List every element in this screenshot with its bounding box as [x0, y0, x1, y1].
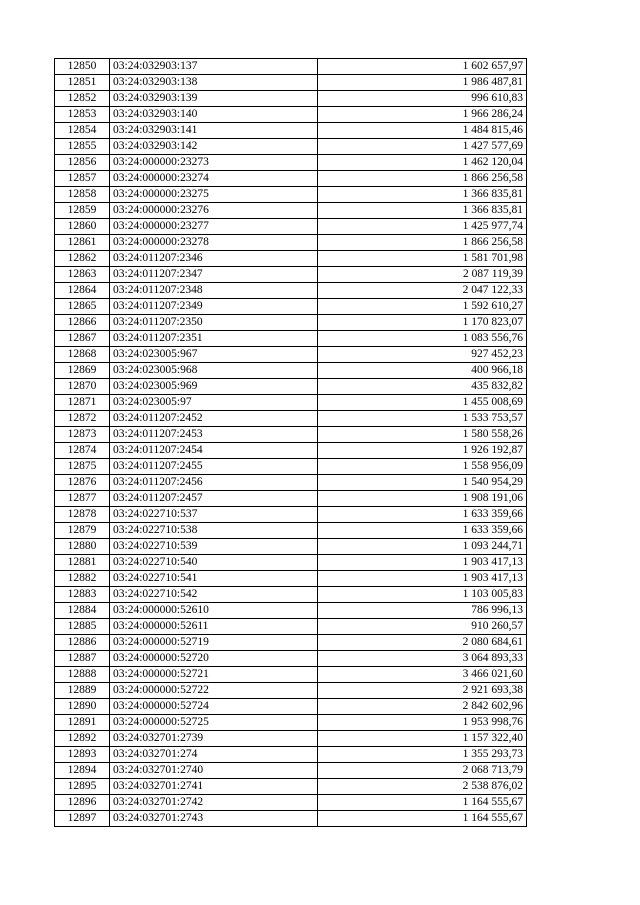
cadastral-number: 03:24:011207:2457	[110, 491, 318, 507]
cadastral-number: 03:24:022710:542	[110, 587, 318, 603]
cadastral-value: 1 558 956,09	[318, 459, 527, 475]
table-row	[55, 411, 527, 427]
cadastral-number: 03:24:000000:52721	[110, 667, 318, 683]
cadastral-value: 1 366 835,81	[318, 203, 527, 219]
table-row	[55, 779, 527, 795]
cadastral-number: 03:24:000000:52611	[110, 619, 318, 635]
row-number: 12888	[55, 667, 110, 683]
row-number: 12897	[55, 811, 110, 827]
cadastral-number: 03:24:032701:2743	[110, 811, 318, 827]
table-row	[55, 107, 527, 123]
cadastral-value: 1 425 977,74	[318, 219, 527, 235]
cadastral-number: 03:24:022710:540	[110, 555, 318, 571]
table-row	[55, 747, 527, 763]
cadastral-number: 03:24:000000:52610	[110, 603, 318, 619]
row-number: 12890	[55, 699, 110, 715]
row-number: 12873	[55, 427, 110, 443]
row-number: 12875	[55, 459, 110, 475]
row-number: 12881	[55, 555, 110, 571]
cadastral-value: 2 087 119,39	[318, 267, 527, 283]
cadastral-value: 1 355 293,73	[318, 747, 527, 763]
row-number: 12867	[55, 331, 110, 347]
cadastral-number: 03:24:011207:2351	[110, 331, 318, 347]
cadastral-number: 03:24:011207:2350	[110, 315, 318, 331]
cadastral-number: 03:24:032903:140	[110, 107, 318, 123]
cadastre-value-table	[54, 58, 527, 827]
cadastral-number: 03:24:022710:537	[110, 507, 318, 523]
table-row	[55, 203, 527, 219]
row-number: 12869	[55, 363, 110, 379]
row-number: 12856	[55, 155, 110, 171]
table-row	[55, 587, 527, 603]
cadastral-number: 03:24:011207:2456	[110, 475, 318, 491]
cadastral-number: 03:24:022710:538	[110, 523, 318, 539]
cadastral-number: 03:24:011207:2346	[110, 251, 318, 267]
cadastral-value: 910 260,57	[318, 619, 527, 635]
row-number: 12850	[55, 59, 110, 75]
cadastral-value: 2 080 684,61	[318, 635, 527, 651]
cadastral-number: 03:24:022710:541	[110, 571, 318, 587]
table-row	[55, 539, 527, 555]
cadastral-value: 1 533 753,57	[318, 411, 527, 427]
cadastral-number: 03:24:023005:967	[110, 347, 318, 363]
cadastral-value: 1 580 558,26	[318, 427, 527, 443]
table-row	[55, 299, 527, 315]
cadastral-value: 1 633 359,66	[318, 507, 527, 523]
table-row	[55, 443, 527, 459]
table-row	[55, 331, 527, 347]
row-number: 12859	[55, 203, 110, 219]
table-row	[55, 507, 527, 523]
cadastral-number: 03:24:022710:539	[110, 539, 318, 555]
row-number: 12860	[55, 219, 110, 235]
table-row	[55, 219, 527, 235]
cadastral-number: 03:24:032701:2742	[110, 795, 318, 811]
cadastral-value: 1 592 610,27	[318, 299, 527, 315]
cadastral-number: 03:24:011207:2349	[110, 299, 318, 315]
row-number: 12886	[55, 635, 110, 651]
cadastral-value: 1 903 417,13	[318, 571, 527, 587]
row-number: 12895	[55, 779, 110, 795]
cadastral-value: 1 602 657,97	[318, 59, 527, 75]
table-row	[55, 699, 527, 715]
row-number: 12862	[55, 251, 110, 267]
cadastral-value: 1 157 322,40	[318, 731, 527, 747]
table-row	[55, 315, 527, 331]
table-body	[55, 59, 527, 827]
cadastral-value: 786 996,13	[318, 603, 527, 619]
row-number: 12891	[55, 715, 110, 731]
cadastral-value: 1 866 256,58	[318, 235, 527, 251]
table-row	[55, 251, 527, 267]
cadastral-value: 2 068 713,79	[318, 763, 527, 779]
cadastral-number: 03:24:032903:139	[110, 91, 318, 107]
row-number: 12874	[55, 443, 110, 459]
cadastral-value: 1 908 191,06	[318, 491, 527, 507]
row-number: 12852	[55, 91, 110, 107]
row-number: 12854	[55, 123, 110, 139]
cadastral-number: 03:24:023005:969	[110, 379, 318, 395]
row-number: 12870	[55, 379, 110, 395]
cadastral-value: 1 093 244,71	[318, 539, 527, 555]
cadastral-value: 1 427 577,69	[318, 139, 527, 155]
cadastral-value: 400 966,18	[318, 363, 527, 379]
cadastral-value: 2 921 693,38	[318, 683, 527, 699]
row-number: 12880	[55, 539, 110, 555]
table-row	[55, 811, 527, 827]
table-row	[55, 91, 527, 107]
table-row	[55, 267, 527, 283]
cadastral-number: 03:24:000000:23275	[110, 187, 318, 203]
cadastral-number: 03:24:011207:2455	[110, 459, 318, 475]
cadastral-value: 1 581 701,98	[318, 251, 527, 267]
cadastral-value: 1 540 954,29	[318, 475, 527, 491]
cadastral-number: 03:24:011207:2452	[110, 411, 318, 427]
row-number: 12858	[55, 187, 110, 203]
cadastral-number: 03:24:000000:52720	[110, 651, 318, 667]
cadastral-value: 1 926 192,87	[318, 443, 527, 459]
cadastral-number: 03:24:011207:2454	[110, 443, 318, 459]
cadastral-value: 1 164 555,67	[318, 795, 527, 811]
cadastral-number: 03:24:032701:2741	[110, 779, 318, 795]
row-number: 12879	[55, 523, 110, 539]
table-row	[55, 363, 527, 379]
cadastral-value: 2 047 122,33	[318, 283, 527, 299]
cadastral-number: 03:24:000000:23277	[110, 219, 318, 235]
cadastral-value: 3 466 021,60	[318, 667, 527, 683]
table-row	[55, 283, 527, 299]
row-number: 12887	[55, 651, 110, 667]
row-number: 12853	[55, 107, 110, 123]
cadastral-value: 3 064 893,33	[318, 651, 527, 667]
cadastral-number: 03:24:032701:274	[110, 747, 318, 763]
row-number: 12892	[55, 731, 110, 747]
table-row	[55, 171, 527, 187]
cadastral-value: 1 462 120,04	[318, 155, 527, 171]
table-row	[55, 379, 527, 395]
row-number: 12866	[55, 315, 110, 331]
cadastral-value: 1 966 286,24	[318, 107, 527, 123]
cadastral-number: 03:24:000000:52725	[110, 715, 318, 731]
cadastral-number: 03:24:023005:97	[110, 395, 318, 411]
row-number: 12896	[55, 795, 110, 811]
cadastral-number: 03:24:000000:23276	[110, 203, 318, 219]
row-number: 12876	[55, 475, 110, 491]
table-row	[55, 475, 527, 491]
cadastral-value: 2 538 876,02	[318, 779, 527, 795]
cadastral-number: 03:24:011207:2453	[110, 427, 318, 443]
table-row	[55, 187, 527, 203]
cadastral-value: 1 164 555,67	[318, 811, 527, 827]
table-row	[55, 123, 527, 139]
cadastral-number: 03:24:032903:137	[110, 59, 318, 75]
cadastral-number: 03:24:032701:2740	[110, 763, 318, 779]
row-number: 12872	[55, 411, 110, 427]
cadastral-number: 03:24:032903:142	[110, 139, 318, 155]
cadastral-value: 1 170 823,07	[318, 315, 527, 331]
row-number: 12877	[55, 491, 110, 507]
cadastral-value: 2 842 602,96	[318, 699, 527, 715]
row-number: 12868	[55, 347, 110, 363]
cadastral-value: 1 866 256,58	[318, 171, 527, 187]
cadastral-value: 927 452,23	[318, 347, 527, 363]
cadastral-number: 03:24:011207:2348	[110, 283, 318, 299]
row-number: 12882	[55, 571, 110, 587]
cadastral-value: 1 903 417,13	[318, 555, 527, 571]
cadastral-value: 435 832,82	[318, 379, 527, 395]
table-row	[55, 347, 527, 363]
table-row	[55, 715, 527, 731]
table-row	[55, 395, 527, 411]
table-row	[55, 603, 527, 619]
cadastral-number: 03:24:023005:968	[110, 363, 318, 379]
row-number: 12864	[55, 283, 110, 299]
cadastral-number: 03:24:032903:141	[110, 123, 318, 139]
table-row	[55, 763, 527, 779]
table-row	[55, 571, 527, 587]
row-number: 12857	[55, 171, 110, 187]
row-number: 12878	[55, 507, 110, 523]
table-row	[55, 459, 527, 475]
row-number: 12894	[55, 763, 110, 779]
row-number: 12885	[55, 619, 110, 635]
table-row	[55, 635, 527, 651]
row-number: 12861	[55, 235, 110, 251]
cadastral-value: 1 953 998,76	[318, 715, 527, 731]
row-number: 12893	[55, 747, 110, 763]
row-number: 12871	[55, 395, 110, 411]
cadastral-number: 03:24:011207:2347	[110, 267, 318, 283]
cadastral-number: 03:24:000000:52724	[110, 699, 318, 715]
cadastral-number: 03:24:032701:2739	[110, 731, 318, 747]
cadastral-value: 1 986 487,81	[318, 75, 527, 91]
row-number: 12889	[55, 683, 110, 699]
row-number: 12855	[55, 139, 110, 155]
cadastral-number: 03:24:000000:23278	[110, 235, 318, 251]
cadastral-number: 03:24:000000:23274	[110, 171, 318, 187]
table-row	[55, 59, 527, 75]
table-row	[55, 667, 527, 683]
table-row	[55, 651, 527, 667]
row-number: 12863	[55, 267, 110, 283]
cadastral-value: 1 633 359,66	[318, 523, 527, 539]
row-number: 12884	[55, 603, 110, 619]
table-row	[55, 731, 527, 747]
table-row	[55, 139, 527, 155]
table-row	[55, 555, 527, 571]
cadastral-value: 1 103 005,83	[318, 587, 527, 603]
row-number: 12865	[55, 299, 110, 315]
cadastral-number: 03:24:000000:23273	[110, 155, 318, 171]
cadastral-number: 03:24:032903:138	[110, 75, 318, 91]
cadastral-value: 1 484 815,46	[318, 123, 527, 139]
cadastral-value: 996 610,83	[318, 91, 527, 107]
table-row	[55, 427, 527, 443]
table-row	[55, 491, 527, 507]
table-row	[55, 795, 527, 811]
table-row	[55, 75, 527, 91]
cadastral-value: 1 366 835,81	[318, 187, 527, 203]
cadastral-number: 03:24:000000:52719	[110, 635, 318, 651]
table-row	[55, 683, 527, 699]
cadastral-number: 03:24:000000:52722	[110, 683, 318, 699]
row-number: 12851	[55, 75, 110, 91]
cadastral-value: 1 083 556,76	[318, 331, 527, 347]
table-row	[55, 155, 527, 171]
table-row	[55, 523, 527, 539]
cadastral-value: 1 455 008,69	[318, 395, 527, 411]
row-number: 12883	[55, 587, 110, 603]
table-row	[55, 619, 527, 635]
table-row	[55, 235, 527, 251]
